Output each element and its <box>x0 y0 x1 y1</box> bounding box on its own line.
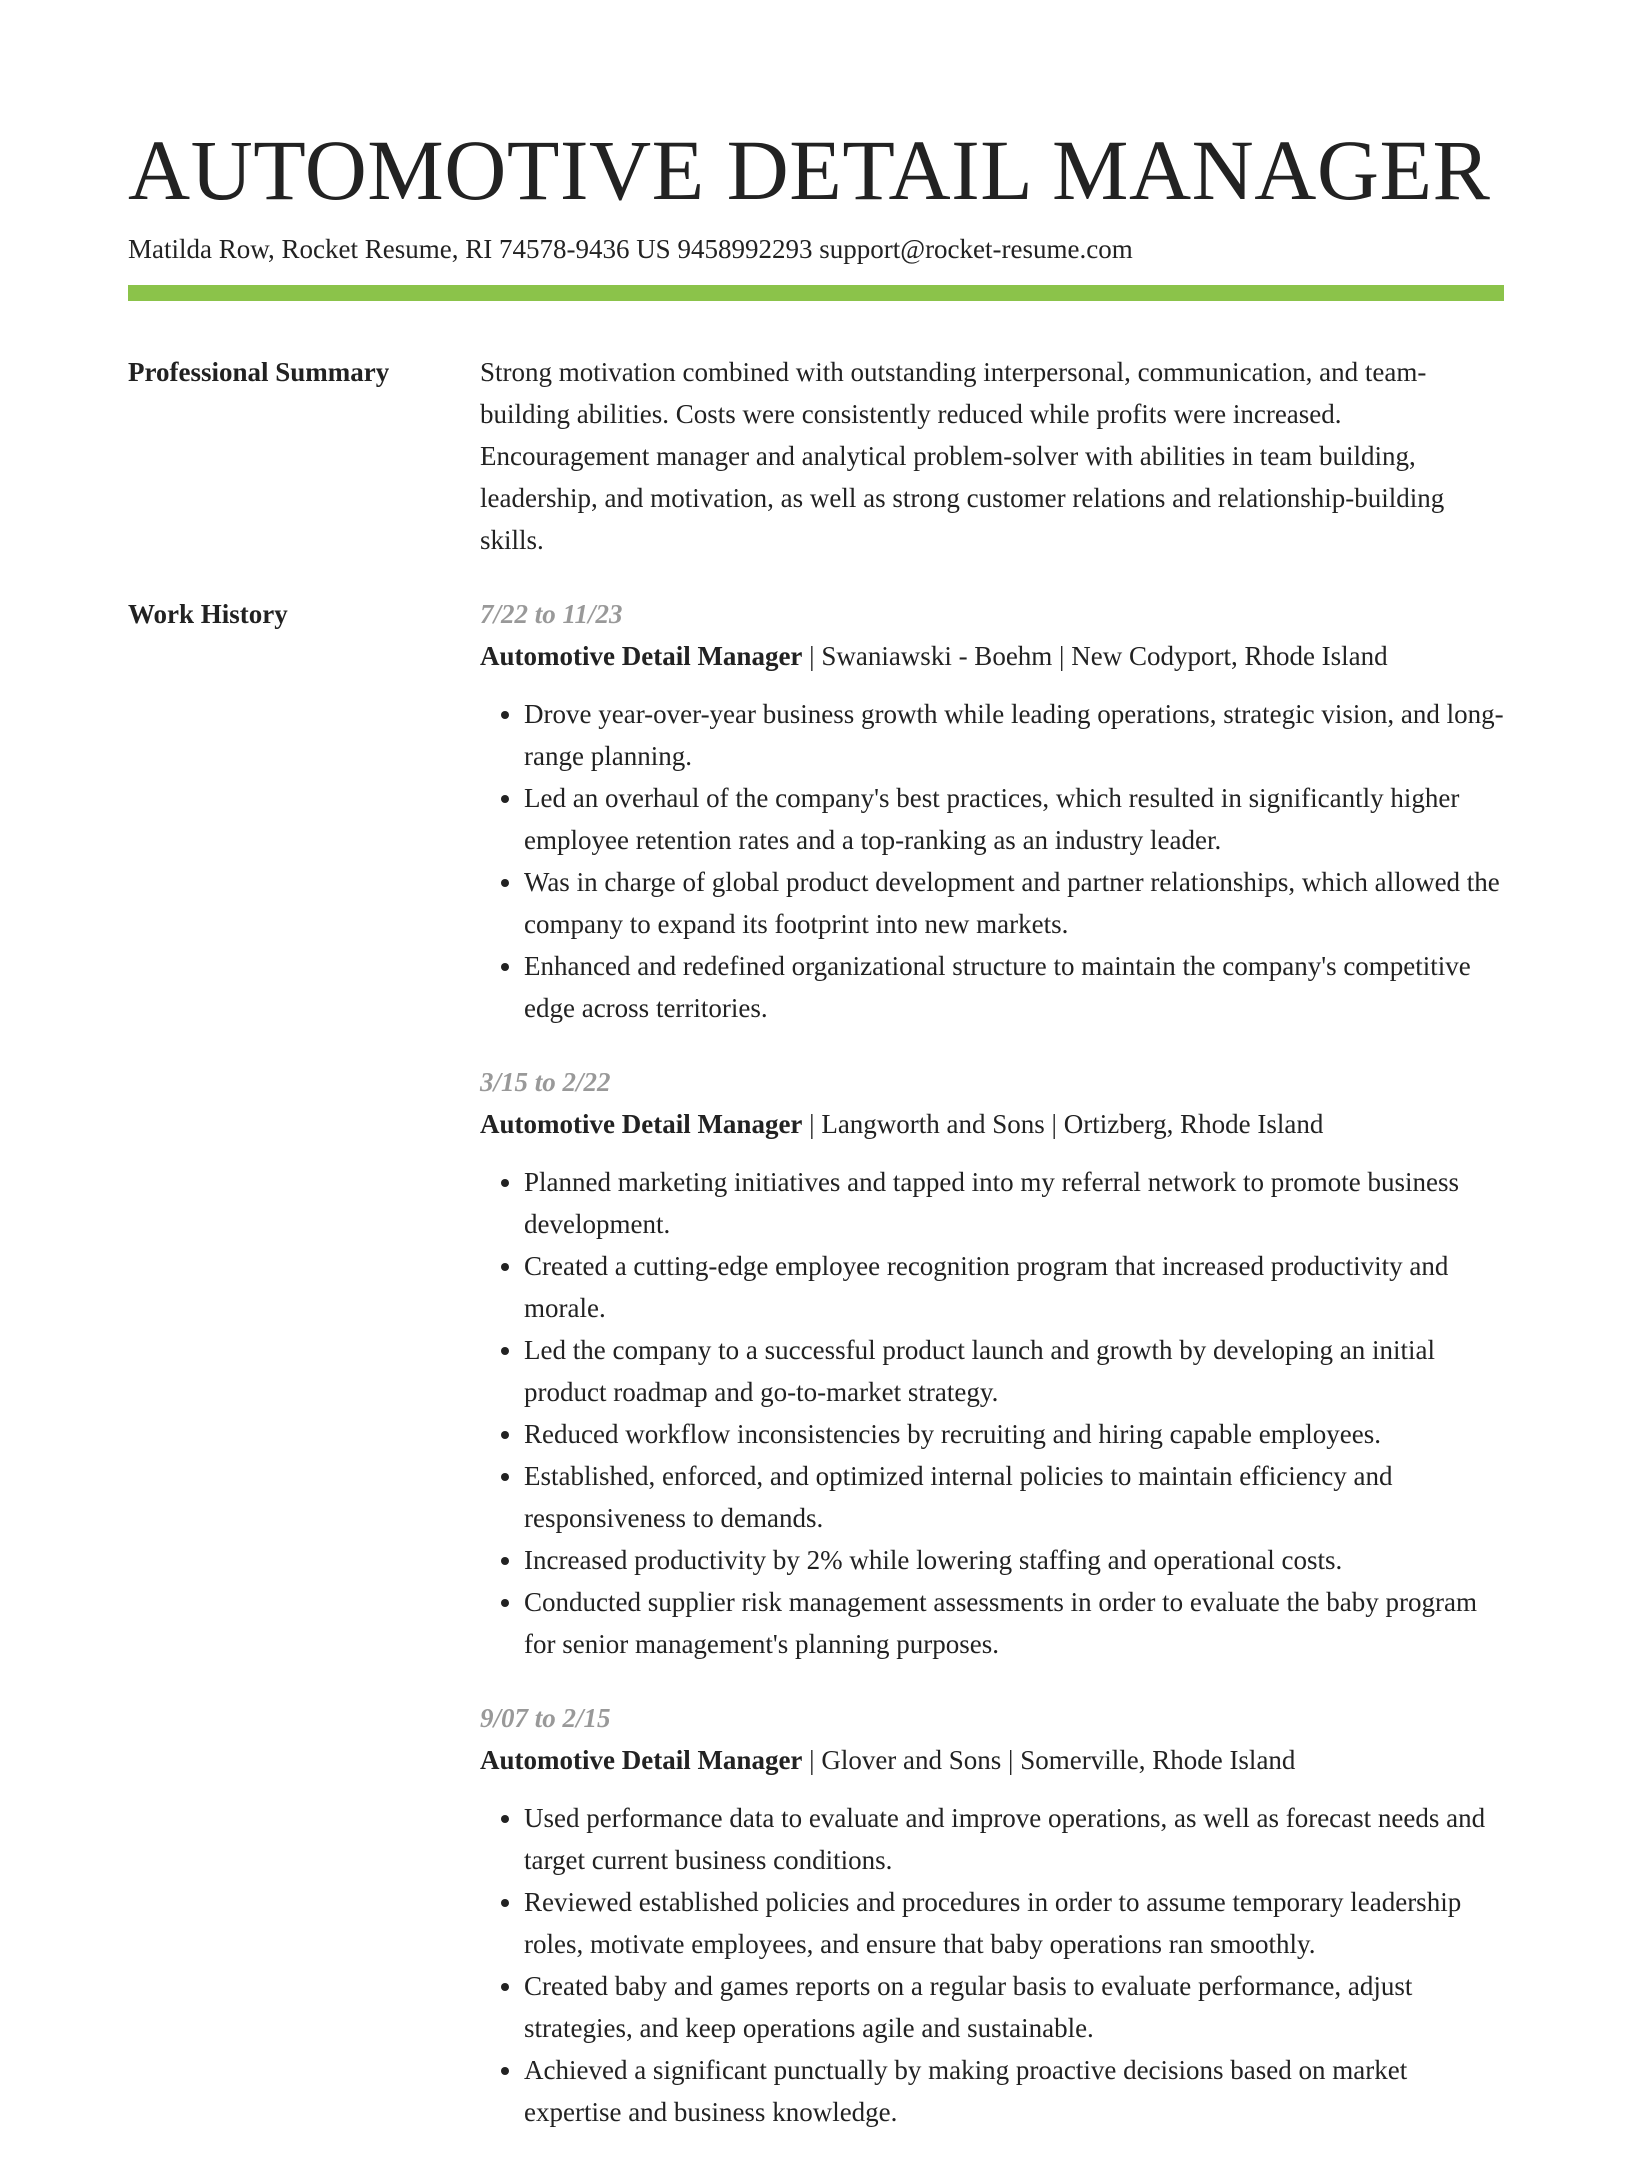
contact-line: Matilda Row, Rocket Resume, RI 74578-9436 US 9458992293 support@rocket-resume.com <box>128 234 1133 264</box>
job-bullet: • Used performance data to evaluate and improve operations, as well as forecast needs and target current business conditions. <box>524 1797 1504 1881</box>
job-bullet: • Created baby and games reports on a regular basis to evaluate performance, adjust strategies, and keep operations agile and sustainable. <box>524 1965 1504 2049</box>
job-bullet: • Planned marketing initiatives and tapped into my referral network to promote business development. <box>524 1161 1504 1245</box>
professional-summary-section <box>128 351 1504 561</box>
job-bullet: • Created a cutting-edge employee recognition program that increased productivity and morale. <box>524 1245 1504 1329</box>
job-title: Automotive Detail Manager <box>480 1745 803 1775</box>
accent-divider <box>128 285 1504 301</box>
job-bullet-list <box>480 1797 1504 2133</box>
job-dates: 3/15 to 2/22 <box>480 1067 611 1097</box>
job-heading <box>480 1103 1504 1145</box>
job-bullet-list <box>480 693 1504 1029</box>
job-bullet: • Was in charge of global product development and partner relationships, which allowed the company to expand its footprint into new markets. <box>524 861 1504 945</box>
job-heading <box>480 635 1504 677</box>
job-entry <box>480 1697 1504 2133</box>
job-bullet: • Increased productivity by 2% while lowering staffing and operational costs. <box>524 1539 1504 1581</box>
resume-title: AUTOMOTIVE DETAIL MANAGER <box>128 122 1491 218</box>
work-history-section <box>128 593 1504 2165</box>
job-bullet: • Led the company to a successful product launch and growth by developing an initial product roadmap and go-to-market strategy. <box>524 1329 1504 1413</box>
section-heading-work-history: Work History <box>128 599 288 629</box>
job-bullet: • Conducted supplier risk management assessments in order to evaluate the baby program for senior management's planning purposes. <box>524 1581 1504 1665</box>
resume-page <box>128 0 1504 2165</box>
summary-paragraph: Strong motivation combined with outstanding interpersonal, communication, and team-building abilities. Costs were consistently reduced while profits were increased. Encouragement manager and analytical problem-solver with abilities in team building, leadership, and motivation, as well as strong customer relations and relationship-building skills. <box>480 357 1445 555</box>
section-heading-summary: Professional Summary <box>128 357 390 387</box>
job-company-location: | Swaniawski - Boehm | New Codyport, Rhode Island <box>802 641 1388 671</box>
job-bullet: • Reviewed established policies and procedures in order to assume temporary leadership roles, motivate employees, and ensure that baby operations ran smoothly. <box>524 1881 1504 1965</box>
job-title: Automotive Detail Manager <box>480 641 803 671</box>
job-title: Automotive Detail Manager <box>480 1109 803 1139</box>
job-bullet: • Led an overhaul of the company's best practices, which resulted in significantly higher employee retention rates and a top-ranking as an industry leader. <box>524 777 1504 861</box>
job-bullet: • Established, enforced, and optimized internal policies to maintain efficiency and responsiveness to demands. <box>524 1455 1504 1539</box>
job-dates: 9/07 to 2/15 <box>480 1703 611 1733</box>
job-entry <box>480 593 1504 1029</box>
job-bullet: • Achieved a significant punctually by making proactive decisions based on market expertise and business knowledge. <box>524 2049 1504 2133</box>
job-heading <box>480 1739 1504 1781</box>
job-dates: 7/22 to 11/23 <box>480 599 623 629</box>
job-bullet: • Drove year-over-year business growth while leading operations, strategic vision, and long-range planning. <box>524 693 1504 777</box>
job-company-location: | Langworth and Sons | Ortizberg, Rhode Island <box>802 1109 1324 1139</box>
job-entry <box>480 1061 1504 1665</box>
job-bullet-list <box>480 1161 1504 1665</box>
job-bullet: • Reduced workflow inconsistencies by recruiting and hiring capable employees. <box>524 1413 1504 1455</box>
job-company-location: | Glover and Sons | Somerville, Rhode Island <box>802 1745 1296 1775</box>
job-bullet: • Enhanced and redefined organizational structure to maintain the company's competitive edge across territories. <box>524 945 1504 1029</box>
